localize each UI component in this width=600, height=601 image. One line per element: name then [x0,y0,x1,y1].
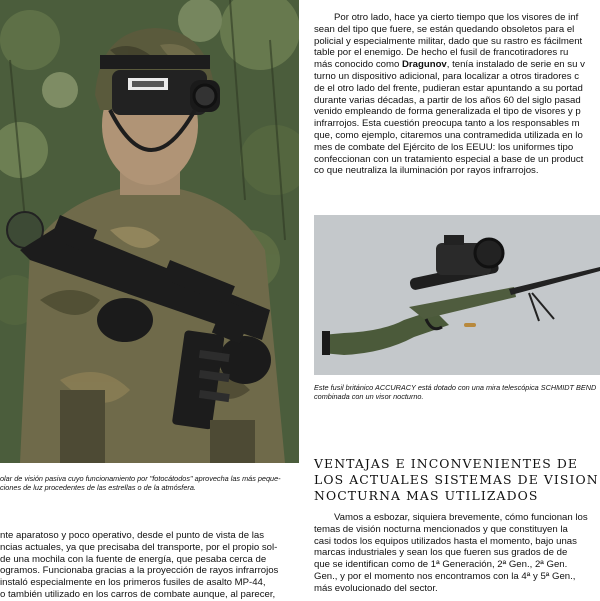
text-line: de una mochila con la fuente de energía, que pesaba cerca de [0,553,267,565]
caption-line: Este fusil británico ACCURACY está dotado con una mira telescópica SCHMIDT BEND [314,383,597,392]
text-line: instaló especialmente en los primeros fusiles de asalto MP-44, [0,577,266,589]
left-photo-caption [0,474,300,492]
text-line: , tenía instalado de serie en su v [446,59,585,71]
text-line: temas de visión nocturna mencionados y que constituyen la [314,523,568,535]
text-line: marcas industriales y sean los que fueren sus grados de de [314,547,568,559]
caption-line: ciones de luz procedentes de las estrellas o de la atmósfera. [0,483,196,492]
text-line: table por el enemigo. De hecho el fusil de francotiradores ru [314,47,569,59]
text-line: ogramos. Funcionaba gracias a la proyección de rayos infrarrojos [0,565,279,577]
text-line: nte aparatoso y poco operativo, desde el punto de vista de las [0,530,265,541]
soldier-night-vision-photo [0,0,299,463]
text-line: policial y especialmente militar, dado que su rastro es fácilment [314,35,583,47]
text-line: turno un dispositivo adicional, para localizar a otros tiradores c [314,70,580,82]
caption-line: combinada con un visor nocturno. [314,392,424,401]
text-line: Por otro lado, hace ya cierto tiempo que los visores de inf [334,12,579,23]
text-line: confeccionan con un tratamiento especial a base de un product [314,153,584,165]
text-line: mes de combate del Ejército de los EEUU: los uniformes tipo [314,141,574,153]
text-line: Gen., y por el momento nos encontramos con la 4ª y 5ª Gen., [314,570,576,582]
text-line: co que neutraliza la iluminación por rayos infrarrojos. [314,165,539,177]
text-line: casi todos los equipos utilizados hasta el momento, bajo unas [314,535,577,547]
text-line: de el otro lado del frente, pudieran estar apuntando a su portad [314,82,583,94]
text-line: infrarrojos. Esta cuestión preocupa tanto a los responsables m [314,118,580,130]
text-line: durante varias décadas, a partir de los años 60 del siglo pasad [314,94,581,106]
left-bottom-paragraph [0,530,300,601]
text-line: que se identifican como de 1ª Generación, 2ª Gen., 2ª Gen. [314,559,568,571]
dragunov-term: Dragunov [401,59,447,71]
text-line: más conocido como [314,59,402,71]
text-line: sean del tipo que fuere, se están quedando obsoletos para el [314,23,575,35]
text-line: venido empleando de forma generalizada el tipo de visores y p [314,106,581,118]
text-line: Vamos a esbozar, siquiera brevemente, cómo funcionan los [334,512,588,523]
heading-line: NOCTURNA MAS UTILIZADOS [314,488,539,503]
text-line: ncias actuales, ya que precisaba del transporte, por el propio sol- [0,541,278,553]
caption-line: olar de visión pasiva cuyo funcionamiento por "fotocátodos" aprovecha las más peque- [0,474,281,483]
right-photo-caption [314,383,600,401]
text-line: o también utilizado en los carros de combate aunque, al parecer, [0,588,276,600]
accuracy-rifle-photo [314,215,600,375]
heading-line: LOS ACTUALES SISTEMAS DE VISION [314,472,599,487]
section-heading [314,456,600,504]
heading-line: VENTAJAS E INCONVENIENTES DE [314,456,579,471]
right-bottom-paragraph [314,512,600,595]
right-top-paragraph [314,12,600,177]
text-line: más evolucionado del sector. [314,582,438,594]
text-line: que, como ejemplo, citaremos una contramedida utilizada en lo [314,129,583,141]
